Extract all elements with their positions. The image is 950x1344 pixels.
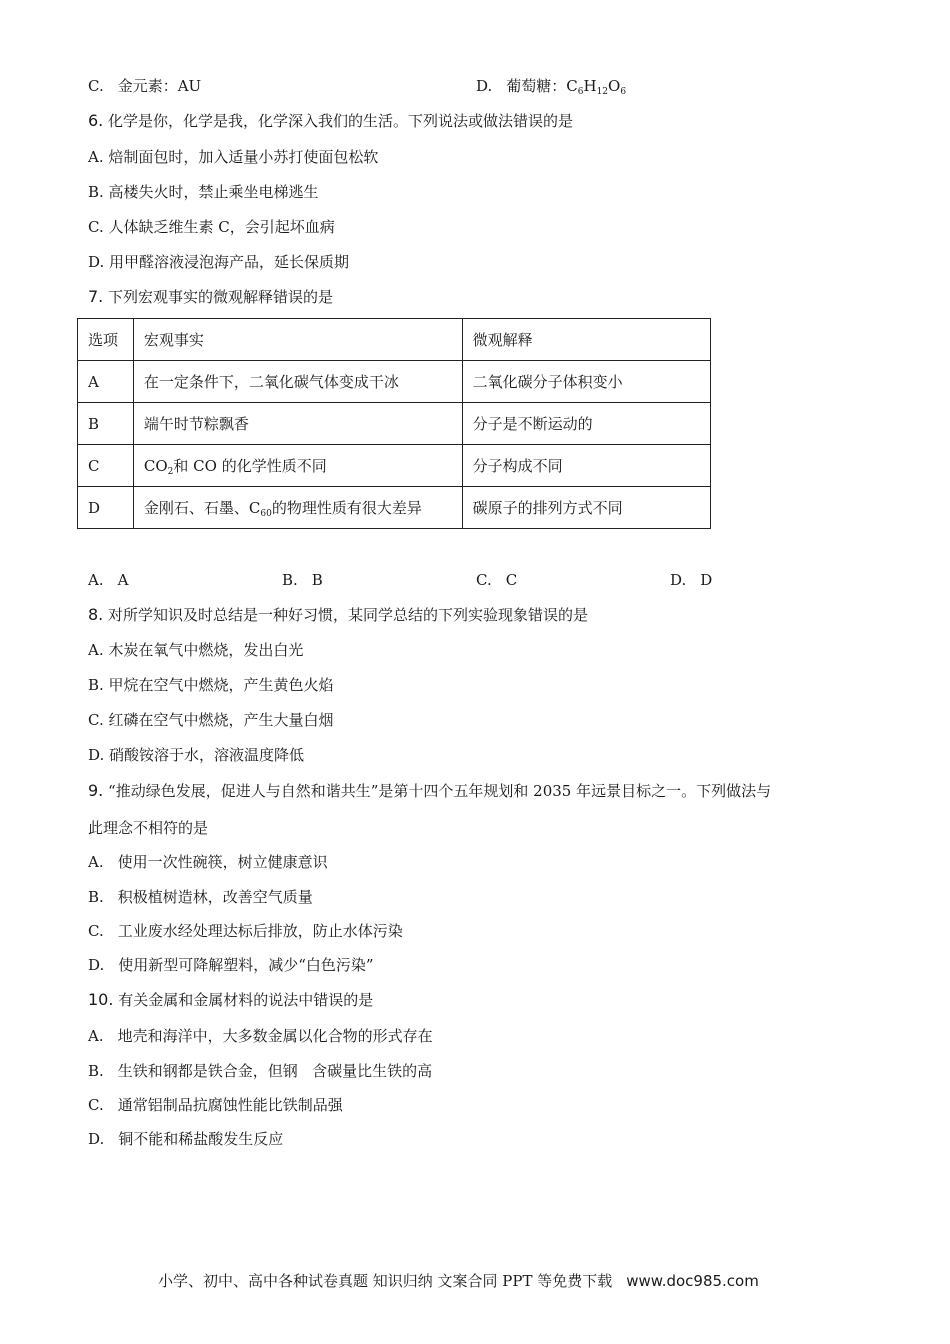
option-text: D xyxy=(700,571,713,589)
q10-option-a xyxy=(88,1026,433,1046)
q8-stem xyxy=(88,605,588,625)
option-text: 铜不能和稀盐酸发生反应 xyxy=(118,1130,284,1148)
option-text: 通常铝制品抗腐蚀性能比铁制品强 xyxy=(117,1096,343,1114)
q7-stem xyxy=(88,287,333,307)
option-letter: A. xyxy=(88,1027,104,1045)
table-header: 选项 xyxy=(78,319,134,361)
question-stem: 对所学知识及时总结是一种好习惯，某同学总结的下列实验现象错误的是 xyxy=(108,606,589,624)
q7-answer-d xyxy=(670,570,712,590)
q7-table xyxy=(77,318,711,529)
option-text: 地壳和海洋中，大多数金属以化合物的形式存在 xyxy=(117,1027,433,1045)
q10-option-b xyxy=(88,1061,432,1081)
option-letter: A. xyxy=(88,571,104,589)
option-letter: D. xyxy=(476,77,493,95)
question-stem: 化学是你，化学是我，化学深入我们的生活。下列说法或做法错误的是 xyxy=(108,112,574,130)
table-row xyxy=(78,361,711,403)
table-header: 微观解释 xyxy=(462,319,710,361)
question-number: 9. xyxy=(88,781,104,800)
question-number: 8. xyxy=(88,605,104,624)
option-letter: C. xyxy=(88,1096,104,1114)
table-cell-fact: 在一定条件下，二氧化碳气体变成干冰 xyxy=(133,361,462,403)
option-letter: D. xyxy=(670,571,687,589)
table-cell-option: C xyxy=(78,445,134,487)
q8-option-b: B. 甲烷在空气中燃烧，产生黄色火焰 xyxy=(88,676,334,694)
q9-option-a xyxy=(88,852,328,872)
q6-option-c: C. 人体缺乏维生素 C，会引起坏血病 xyxy=(88,218,335,236)
option-text: A xyxy=(117,571,129,589)
question-stem: “推动绿色发展，促进人与自然和谐共生”是第十四个五年规划和 2035 年远景目标之一。下列做法与 xyxy=(108,782,772,800)
option-letter: D. xyxy=(88,1130,105,1148)
q6-option-d: D. 用甲醛溶液浸泡海产品，延长保质期 xyxy=(88,253,350,271)
option-text: 使用新型可降解塑料，减少“白色污染” xyxy=(118,956,374,974)
q6-option-a: A. 焙制面包时，加入适量小苏打使面包松软 xyxy=(88,148,379,166)
option-text: 葡萄糖：$C_6H_{12}O_6$ xyxy=(506,77,627,97)
q8-option-c: C. 红磷在空气中燃烧，产生大量白烟 xyxy=(88,711,334,729)
q9-stem xyxy=(88,781,771,801)
footer-url-link[interactable]: www.doc985.com xyxy=(626,1272,759,1290)
option-letter: C. xyxy=(88,77,104,95)
table-cell-fact: $CO_2$和 CO 的化学性质不同 xyxy=(133,445,462,487)
option-letter: B. xyxy=(88,1062,104,1080)
q9-option-c xyxy=(88,921,403,941)
option-letter: A. xyxy=(88,853,104,871)
table-row xyxy=(78,487,711,529)
option-text: B xyxy=(311,571,323,589)
question-stem: 有关金属和金属材料的说法中错误的是 xyxy=(118,991,374,1009)
table-cell-fact: 金刚石、石墨、$C_{60}$的物理性质有很大差异 xyxy=(133,487,462,529)
table-cell-explanation: 分子构成不同 xyxy=(462,445,710,487)
q6-option-b: B. 高楼失火时，禁止乘坐电梯逃生 xyxy=(88,183,319,201)
table-cell-explanation: 二氧化碳分子体积变小 xyxy=(462,361,710,403)
table-row xyxy=(78,445,711,487)
option-text: 积极植树造林，改善空气质量 xyxy=(117,888,313,906)
q8-option-d: D. 硝酸铵溶于水，溶液温度降低 xyxy=(88,746,305,764)
option-letter: D. xyxy=(88,956,105,974)
question-stem: 下列宏观事实的微观解释错误的是 xyxy=(108,288,334,306)
q7-answer-b xyxy=(282,570,323,590)
q9-option-b xyxy=(88,887,313,907)
table-row xyxy=(78,403,711,445)
table-cell-option: D xyxy=(78,487,134,529)
q8-option-a: A. 木炭在氧气中燃烧，发出白光 xyxy=(88,641,304,659)
option-text: 金元素：AU xyxy=(117,77,202,95)
page-footer xyxy=(158,1270,759,1291)
q10-option-c xyxy=(88,1095,343,1115)
footer-text: 小学、初中、高中各种试卷真题 知识归纳 文案合同 PPT 等免费下载 xyxy=(158,1272,613,1290)
question-number: 10. xyxy=(88,990,114,1009)
q10-stem xyxy=(88,990,373,1010)
q5-option-d xyxy=(476,76,626,96)
q7-answer-a xyxy=(88,570,128,590)
q10-option-d xyxy=(88,1129,283,1149)
table-cell-option: B xyxy=(78,403,134,445)
table-cell-fact: 端午时节粽飘香 xyxy=(133,403,462,445)
table-header-row xyxy=(78,319,711,361)
q5-option-c xyxy=(88,76,201,96)
option-letter: B. xyxy=(88,888,104,906)
option-letter: B. xyxy=(282,571,298,589)
q7-answer-c xyxy=(476,570,517,590)
question-number: 7. xyxy=(88,287,104,306)
q9-option-d xyxy=(88,955,374,975)
option-letter: C. xyxy=(88,922,104,940)
option-text: 生铁和钢都是铁合金，但钢 含碳量比生铁的高 xyxy=(117,1062,433,1080)
q9-stem-continued: 此理念不相符的是 xyxy=(88,819,209,837)
q6-stem xyxy=(88,111,573,131)
option-text: 使用一次性碗筷，树立健康意识 xyxy=(117,853,328,871)
table-cell-explanation: 碳原子的排列方式不同 xyxy=(462,487,710,529)
table-cell-option: A xyxy=(78,361,134,403)
table-header: 宏观事实 xyxy=(133,319,462,361)
question-number: 6. xyxy=(88,111,104,130)
option-text: C xyxy=(505,571,518,589)
table-cell-explanation: 分子是不断运动的 xyxy=(462,403,710,445)
option-letter: C. xyxy=(476,571,492,589)
option-text: 工业废水经处理达标后排放，防止水体污染 xyxy=(117,922,403,940)
